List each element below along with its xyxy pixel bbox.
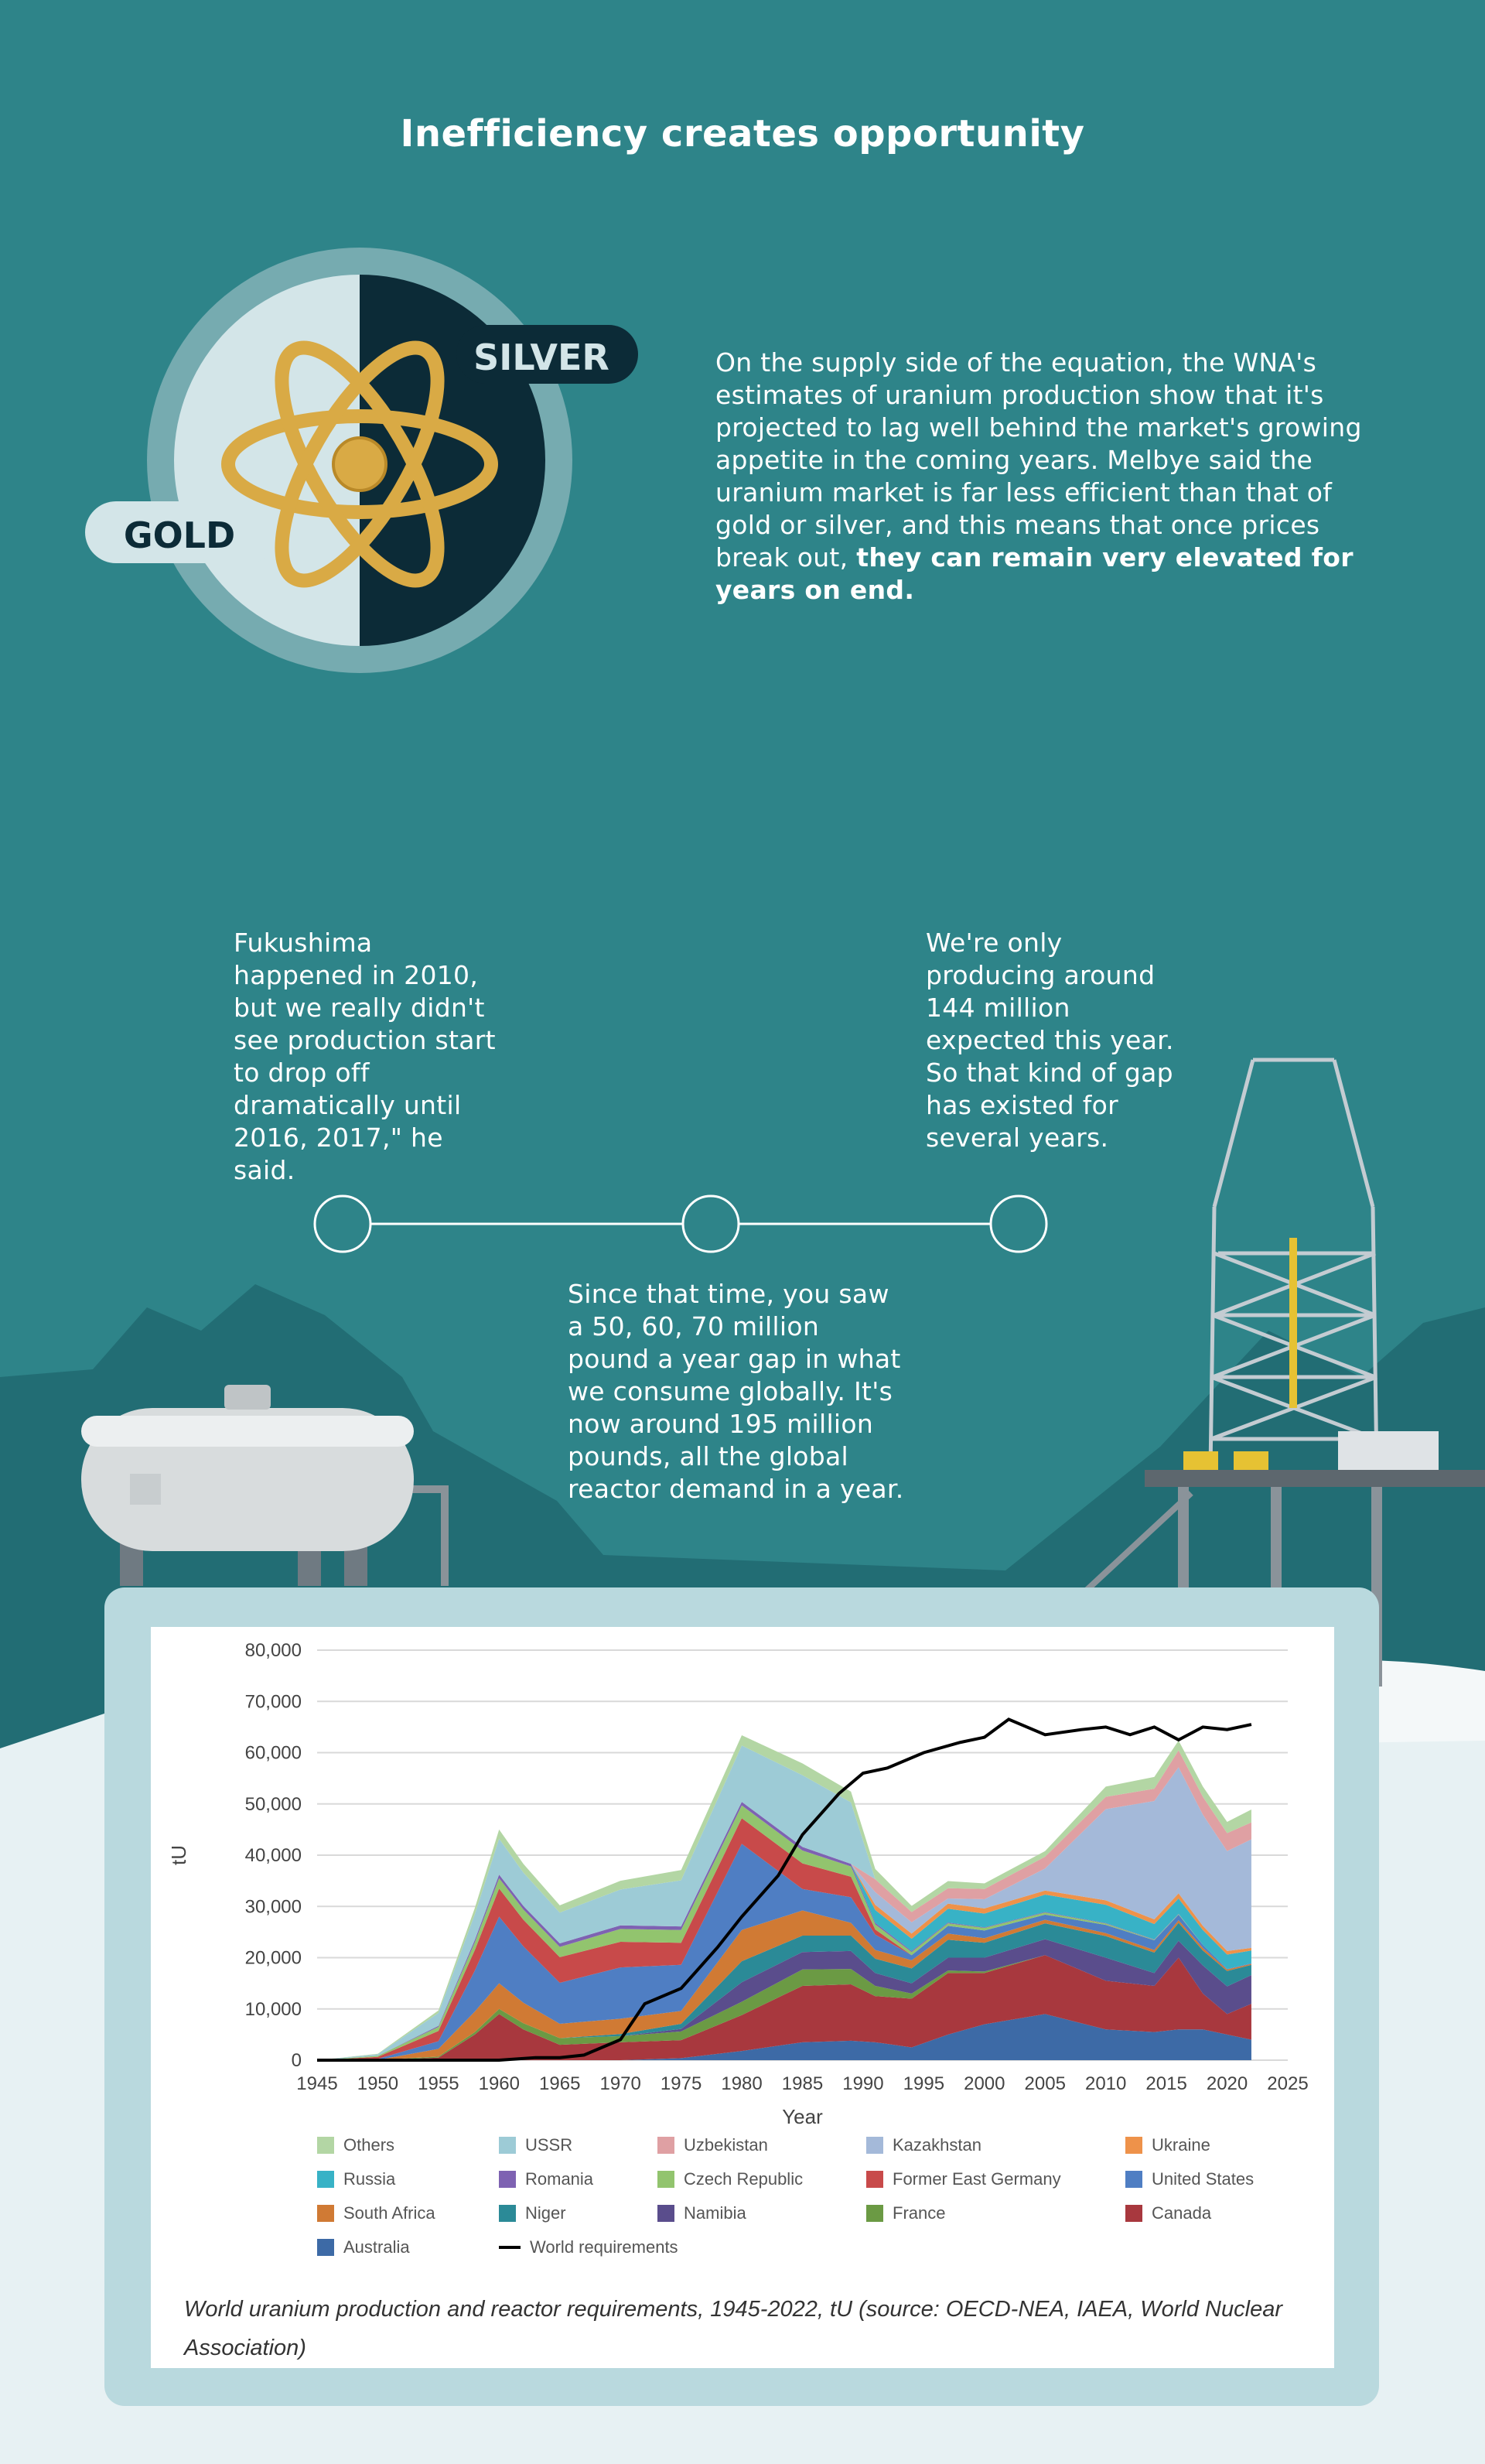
- timeline-quote-3: Since that time, you saw a 50, 60, 70 million pound a year gap in what we consume globally. It's now around 195 million pounds, all the global reactor demand in a year.: [568, 1279, 904, 1504]
- legend-label: Czech Republic: [684, 2169, 804, 2189]
- legend-swatch: [499, 2205, 516, 2222]
- x-tick-label: 1995: [903, 2073, 945, 2094]
- legend-label: Kazakhstan: [893, 2135, 981, 2155]
- x-tick-label: 1945: [296, 2073, 338, 2094]
- legend-swatch: [1125, 2137, 1142, 2154]
- legend-label: Namibia: [684, 2203, 746, 2223]
- legend-item: [317, 2169, 395, 2189]
- timeline-quote-1: Fukushima happened in 2010, but we really didn't see production start to drop off dramatically until 2016, 2017," he said.: [234, 928, 496, 1185]
- legend-swatch: [657, 2171, 674, 2188]
- legend-item: [317, 2203, 435, 2223]
- legend-item: [317, 2135, 394, 2155]
- legend-swatch: [1125, 2205, 1142, 2222]
- legend-label: Former East Germany: [893, 2169, 1061, 2189]
- y-axis-label: tU: [167, 1845, 190, 1865]
- legend-line-swatch: [499, 2246, 521, 2249]
- timeline-quote-2: We're only producing around 144 million expected this year. So that kind of gap has existed for several years.: [926, 928, 1174, 1153]
- legend-swatch: [317, 2239, 334, 2256]
- legend-item: [1125, 2135, 1210, 2155]
- legend-item: [499, 2169, 593, 2189]
- legend-item: [1125, 2169, 1254, 2189]
- legend-item: [317, 2237, 410, 2257]
- legend-swatch: [1125, 2171, 1142, 2188]
- legend-item: [499, 2237, 678, 2257]
- y-tick-label: 70,000: [244, 1691, 302, 1713]
- y-tick-label: 40,000: [244, 1845, 302, 1866]
- chart-caption: World uranium production and reactor requirements, 1945-2022, tU (source: OECD-NEA, IAEA, World Nuclear Association): [184, 2297, 1282, 2360]
- y-tick-label: 80,000: [244, 1640, 302, 1661]
- legend-swatch: [317, 2205, 334, 2222]
- x-tick-label: 1970: [599, 2073, 641, 2094]
- gold-label: GOLD: [123, 514, 236, 556]
- timeline-node-1: [315, 1196, 370, 1252]
- legend-swatch: [499, 2137, 516, 2154]
- legend-swatch: [499, 2171, 516, 2188]
- legend-item: [657, 2135, 768, 2155]
- legend-swatch: [657, 2137, 674, 2154]
- supply-bold-text: they can remain very elevated for years on end.: [715, 542, 1354, 605]
- legend-label: Romania: [525, 2169, 594, 2189]
- legend-item: [657, 2203, 746, 2223]
- legend-item: [499, 2135, 572, 2155]
- legend-label: USSR: [525, 2135, 573, 2155]
- y-tick-label: 60,000: [244, 1742, 302, 1764]
- legend-swatch: [866, 2137, 883, 2154]
- legend-label: South Africa: [343, 2203, 435, 2223]
- x-tick-label: 2025: [1267, 2073, 1309, 2094]
- x-tick-label: 1960: [478, 2073, 521, 2094]
- x-tick-label: 1990: [842, 2073, 884, 2094]
- chart-legend: [151, 2135, 1334, 2282]
- legend-item: [657, 2169, 803, 2189]
- x-axis-label: Year: [782, 2105, 823, 2128]
- legend-swatch: [317, 2137, 334, 2154]
- legend-label: Australia: [343, 2237, 410, 2257]
- legend-label: Niger: [525, 2203, 566, 2223]
- x-tick-label: 1965: [539, 2073, 581, 2094]
- legend-label: United States: [1152, 2169, 1255, 2189]
- legend-item: [499, 2203, 566, 2223]
- page-heading: Inefficiency creates opportunity: [400, 112, 1085, 155]
- timeline: [315, 1196, 1046, 1252]
- legend-label: Uzbekistan: [684, 2135, 768, 2155]
- x-tick-label: 2015: [1145, 2073, 1187, 2094]
- timeline-node-3: [991, 1196, 1046, 1252]
- timeline-node-2: [683, 1196, 739, 1252]
- x-tick-label: 1980: [721, 2073, 763, 2094]
- legend-label: Others: [343, 2135, 395, 2155]
- x-tick-label: 2005: [1024, 2073, 1066, 2094]
- x-tick-label: 1975: [660, 2073, 702, 2094]
- y-tick-label: 10,000: [244, 1998, 302, 2020]
- legend-label: France: [893, 2203, 946, 2223]
- legend-label: World requirements: [530, 2237, 678, 2257]
- legend-swatch: [866, 2205, 883, 2222]
- x-tick-label: 1955: [418, 2073, 459, 2094]
- legend-swatch: [866, 2171, 883, 2188]
- supply-text: On the supply side of the equation, the WNA's estimates of uranium production show that it's projected to lag well behind the market's growing appetite in the coming years. Melbye said the uranium market is far less efficient than that of gold or silver, and this means that once prices break out,: [715, 347, 1362, 572]
- y-tick-label: 30,000: [244, 1896, 302, 1918]
- legend-item: [1125, 2203, 1211, 2223]
- x-tick-label: 1950: [357, 2073, 399, 2094]
- legend-swatch: [657, 2205, 674, 2222]
- gold-silver-emblem: [85, 248, 638, 673]
- y-tick-label: 50,000: [244, 1793, 302, 1815]
- legend-label: Ukraine: [1152, 2135, 1210, 2155]
- silver-label: SILVER: [473, 337, 609, 378]
- legend-label: Canada: [1152, 2203, 1212, 2223]
- y-tick-label: 0: [291, 2050, 302, 2071]
- x-tick-label: 1985: [781, 2073, 824, 2094]
- legend-item: [866, 2135, 981, 2155]
- x-tick-label: 2010: [1084, 2073, 1127, 2094]
- legend-label: Russia: [343, 2169, 396, 2189]
- x-tick-label: 2000: [964, 2073, 1005, 2094]
- supply-paragraph: [715, 347, 1365, 607]
- y-tick-label: 20,000: [244, 1947, 302, 1969]
- legend-swatch: [317, 2171, 334, 2188]
- x-tick-label: 2020: [1206, 2073, 1248, 2094]
- legend-item: [866, 2169, 1061, 2189]
- legend-item: [866, 2203, 945, 2223]
